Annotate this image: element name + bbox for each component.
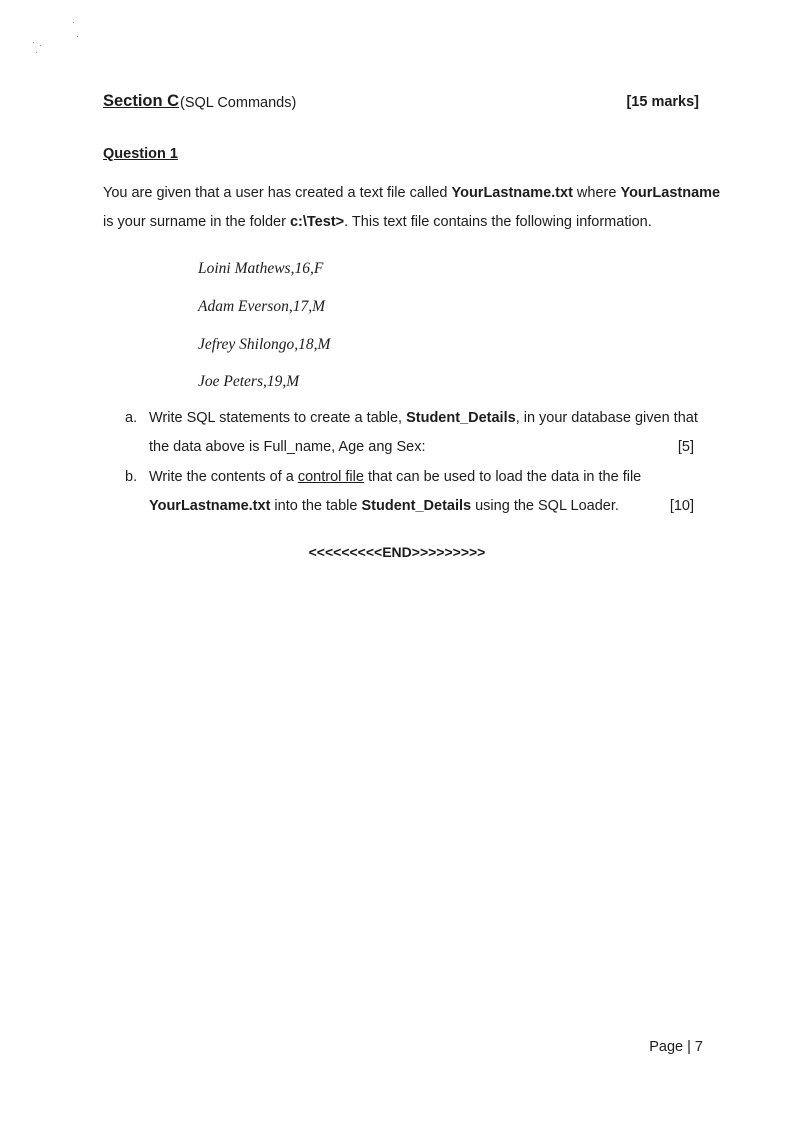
item-a-line-1: Write SQL statements to create a table, Student_Details, in your database given that xyxy=(149,410,698,426)
data-record: Loini Mathews,16,F xyxy=(198,260,324,277)
placeholder-text: YourLastname xyxy=(620,185,721,201)
section-marks: [15 marks] xyxy=(626,94,699,110)
item-b-line-1: Write the contents of a control file that can be used to load the data in the file xyxy=(149,469,642,485)
section-header xyxy=(103,92,699,116)
filename-text: YourLastname.txt xyxy=(451,185,573,201)
scan-speck xyxy=(77,36,78,37)
intro-line-2: is your surname in the folder c:\Test>. This text file contains the following information. xyxy=(103,214,652,230)
question-title: Question 1 xyxy=(103,146,178,162)
end-marker: <<<<<<<<<END>>>>>>>>> xyxy=(308,544,486,560)
item-a-marks: [5] xyxy=(677,439,694,455)
section-title: Section C xyxy=(103,92,180,110)
item-a-line-2: the data above is Full_name, Age ang Sex: xyxy=(149,439,426,455)
data-record: Joe Peters,19,M xyxy=(198,373,300,390)
scan-speck xyxy=(33,42,34,43)
intro-line-1: You are given that a user has created a text file called YourLastname.txt where YourLastname xyxy=(103,185,721,201)
item-b-letter: b. xyxy=(125,469,138,485)
control-file-term: control file xyxy=(297,469,364,485)
data-record: Jefrey Shilongo,18,M xyxy=(198,336,331,353)
table-name: Student_Details xyxy=(406,410,516,426)
filename-text: YourLastname.txt xyxy=(149,498,271,514)
item-b-marks: [10] xyxy=(669,498,694,514)
section-subtitle: (SQL Commands) xyxy=(180,95,297,111)
scan-speck xyxy=(36,52,37,53)
page-number: Page | 7 xyxy=(649,1039,703,1055)
item-b-line-2: YourLastname.txt into the table Student_Details using the SQL Loader. xyxy=(149,498,619,514)
data-record: Adam Everson,17,M xyxy=(198,298,325,315)
item-a-letter: a. xyxy=(125,410,138,426)
scan-speck xyxy=(40,45,41,46)
table-name: Student_Details xyxy=(361,498,472,514)
folder-path: c:\Test> xyxy=(289,214,345,230)
scan-speck xyxy=(73,22,74,23)
